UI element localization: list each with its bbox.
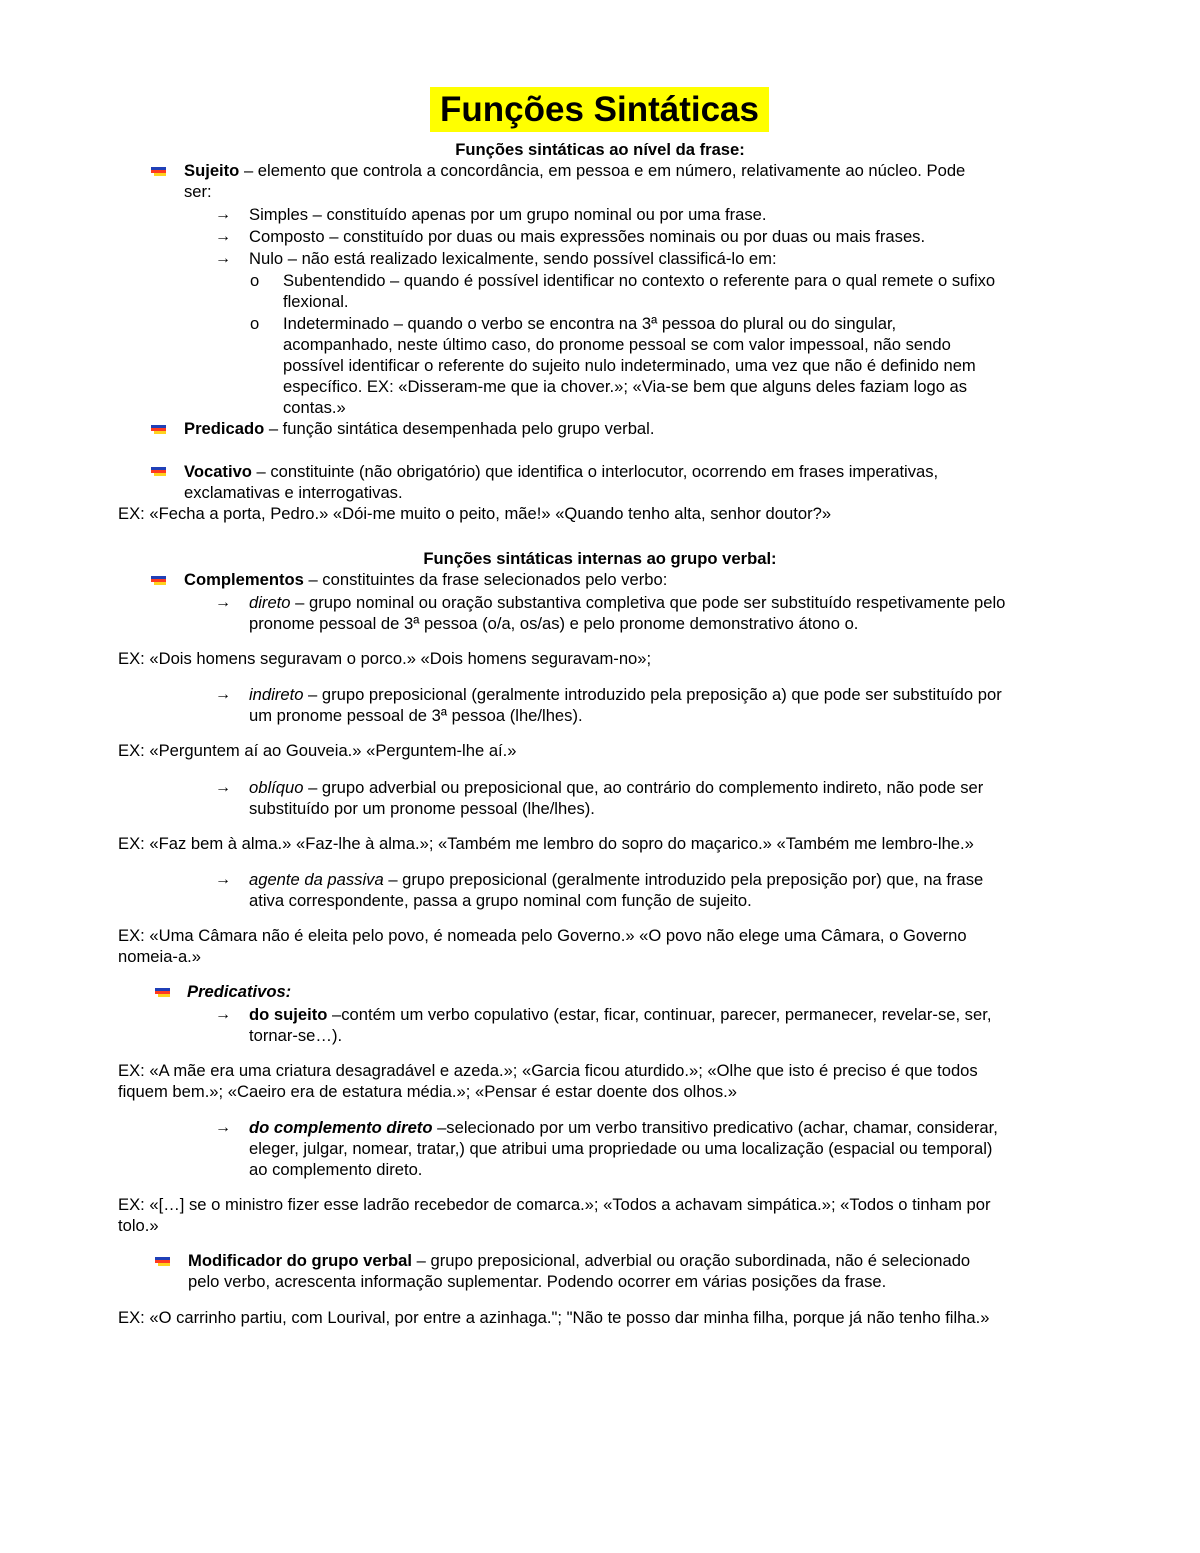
vocativo-example: EX: «Fecha a porta, Pedro.» «Dói-me muito o peito, mãe!» «Quando tenho alta, senhor doutor?» [118, 504, 832, 523]
modificador-text: – grupo preposicional, adverbial ou oração subordinada, não é selecionado [412, 1251, 971, 1270]
arrow-icon: → [215, 871, 231, 888]
circle-bullet-icon: o [250, 271, 260, 290]
pred-cd-line-2: eleger, julgar, nomear, tratar,) que atribui uma propriedade ou uma localização (espacial ou temporal) [249, 1139, 993, 1158]
agente-line-2: ativa correspondente, passa a grupo nominal com função de sujeito. [249, 891, 752, 910]
sujeito-simples: Simples – constituído apenas por um grupo nominal ou por uma frase. [249, 205, 767, 224]
complementos-text: – constituintes da frase selecionados pelo verbo: [303, 570, 668, 589]
pred-cd-example-line-1: EX: «[…] se o ministro fizer esse ladrão recebedor de comarca.»; «Todos a achavam simpática.»; «Todos o tinham por [118, 1195, 991, 1214]
indeterminado-line-3: possível identificar o referente do sujeito nulo indeterminado, uma vez que não é definido nem [283, 356, 976, 375]
subentendido-line-2: flexional. [283, 292, 349, 311]
direto-example: EX: «Dois homens seguravam o porco.» «Dois homens seguravam-no»; [118, 649, 652, 668]
obliquo-line-1 [249, 777, 983, 798]
sujeito-line-2: ser: [184, 182, 212, 201]
subentendido-line-1: Subentendido – quando é possível identificar no contexto o referente para o qual remete o sufixo [283, 271, 996, 290]
sujeito-nulo: Nulo – não está realizado lexicalmente, sendo possível classificá-lo em: [249, 249, 777, 268]
circle-bullet-icon: o [250, 314, 260, 333]
term-indireto: indireto [249, 685, 304, 704]
section-heading-grupo-verbal: Funções sintáticas internas ao grupo verbal: [423, 549, 777, 568]
obliquo-text: – grupo adverbial ou preposicional que, ao contrário do complemento indireto, não pode ser [303, 778, 984, 797]
indireto-example: EX: «Perguntem aí ao Gouveia.» «Perguntem-lhe aí.» [118, 741, 517, 760]
term-complementos: Complementos [184, 570, 304, 589]
obliquo-line-2: substituído por um pronome pessoal (lhe/lhes). [249, 799, 595, 818]
direto-line-2: pronome pessoal de 3ª pessoa (o/a, os/as) e pelo pronome demonstrativo átono o. [249, 614, 859, 633]
modificador-line-1 [188, 1250, 970, 1271]
sujeito-text: – elemento que controla a concordância, em pessoa e em número, relativamente ao núcleo. Pode [239, 161, 966, 180]
indireto-text: – grupo preposicional (geralmente introduzido pela preposição a) que pode ser substituído por [303, 685, 1002, 704]
term-modificador: Modificador do grupo verbal [188, 1251, 413, 1270]
indeterminado-line-4: específico. EX: «Disseram-me que ia chover.»; «Via-se bem que alguns deles faziam logo as [283, 377, 968, 396]
obliquo-example: EX: «Faz bem à alma.» «Faz-lhe à alma.»; «Também me lembro do sopro do maçarico.» «Também me lembro-lhe.» [118, 834, 974, 853]
agente-example-line-1: EX: «Uma Câmara não é eleita pelo povo, é nomeada pelo Governo.» «O povo não elege uma Câmara, o Governo [118, 926, 967, 945]
term-agente-da-passiva: agente da passiva [249, 870, 384, 889]
modificador-line-2: pelo verbo, acrescenta informação suplementar. Podendo ocorrer em várias posições da frase. [188, 1272, 887, 1291]
term-sujeito: Sujeito [184, 161, 240, 180]
arrow-icon: → [215, 228, 231, 245]
pred-sujeito-line-2: tornar-se…). [249, 1026, 343, 1045]
vocativo-line-1 [184, 461, 938, 482]
indireto-line-1 [249, 684, 1002, 705]
term-predicado: Predicado [184, 419, 265, 438]
indeterminado-line-2: acompanhado, neste último caso, do pronome pessoal se com valor impessoal, não sendo [283, 335, 951, 354]
agente-text: – grupo preposicional (geralmente introduzido pela preposição por) que, na frase [383, 870, 984, 889]
vocativo-text: – constituinte (não obrigatório) que identifica o interlocutor, ocorrendo em frases imperativas, [251, 462, 939, 481]
arrow-icon: → [215, 686, 231, 703]
agente-line-1 [249, 869, 983, 890]
arrow-icon: → [215, 779, 231, 796]
bullet-icon [150, 424, 167, 436]
modificador-example: EX: «O carrinho partiu, com Lourival, por entre a azinhaga."; "Não te posso dar minha filha, porque já não tenho filha.» [118, 1308, 990, 1327]
term-do-sujeito: do sujeito [249, 1005, 328, 1024]
vocativo-line-2: exclamativas e interrogativas. [184, 483, 403, 502]
predicado-text: – função sintática desempenhada pelo grupo verbal. [264, 419, 655, 438]
arrow-icon: → [215, 1006, 231, 1023]
complementos-line [184, 569, 667, 590]
arrow-icon: → [215, 250, 231, 267]
indeterminado-line-1: Indeterminado – quando o verbo se encontra na 3ª pessoa do plural ou do singular, [283, 314, 897, 333]
term-predicativos: Predicativos: [187, 982, 292, 1001]
arrow-icon: → [215, 594, 231, 611]
indeterminado-line-5: contas.» [283, 398, 346, 417]
bullet-icon [150, 575, 167, 587]
pred-cd-line-3: ao complemento direto. [249, 1160, 423, 1179]
predicativos-heading [187, 981, 291, 1002]
term-obliquo: oblíquo [249, 778, 304, 797]
bullet-icon [150, 166, 167, 178]
term-direto: direto [249, 593, 291, 612]
pred-cd-text: –selecionado por um verbo transitivo predicativo (achar, chamar, considerar, [432, 1118, 998, 1137]
term-do-complemento-direto: do complemento direto [249, 1118, 433, 1137]
section-heading-frase: Funções sintáticas ao nível da frase: [455, 140, 745, 159]
direto-text: – grupo nominal ou oração substantiva completiva que pode ser substituído respetivamente pelo [290, 593, 1006, 612]
bullet-icon [154, 1256, 171, 1268]
bullet-icon [150, 466, 167, 478]
sujeito-composto: Composto – constituído por duas ou mais expressões nominais ou por duas ou mais frases. [249, 227, 926, 246]
pred-sujeito-text: –contém um verbo copulativo (estar, ficar, continuar, parecer, permanecer, revelar-se, ser, [327, 1005, 992, 1024]
predicado-line [184, 418, 654, 439]
pred-sujeito-example-line-2: fiquem bem.»; «Caeiro era de estatura média.»; «Pensar é estar doente dos olhos.» [118, 1082, 737, 1101]
indireto-line-2: um pronome pessoal de 3ª pessoa (lhe/lhes). [249, 706, 583, 725]
agente-example-line-2: nomeia-a.» [118, 947, 202, 966]
direto-line-1 [249, 592, 1005, 613]
bullet-icon [154, 987, 171, 999]
pred-sujeito-line-1 [249, 1004, 991, 1025]
arrow-icon: → [215, 206, 231, 223]
arrow-icon: → [215, 1119, 231, 1136]
pred-sujeito-example-line-1: EX: «A mãe era uma criatura desagradável e azeda.»; «Garcia ficou aturdido.»; «Olhe que isto é preciso é que todos [118, 1061, 978, 1080]
page-title: Funções Sintáticas [430, 87, 769, 132]
pred-cd-line-1 [249, 1117, 998, 1138]
sujeito-line-1 [184, 160, 965, 181]
pred-cd-example-line-2: tolo.» [118, 1216, 159, 1235]
term-vocativo: Vocativo [184, 462, 252, 481]
